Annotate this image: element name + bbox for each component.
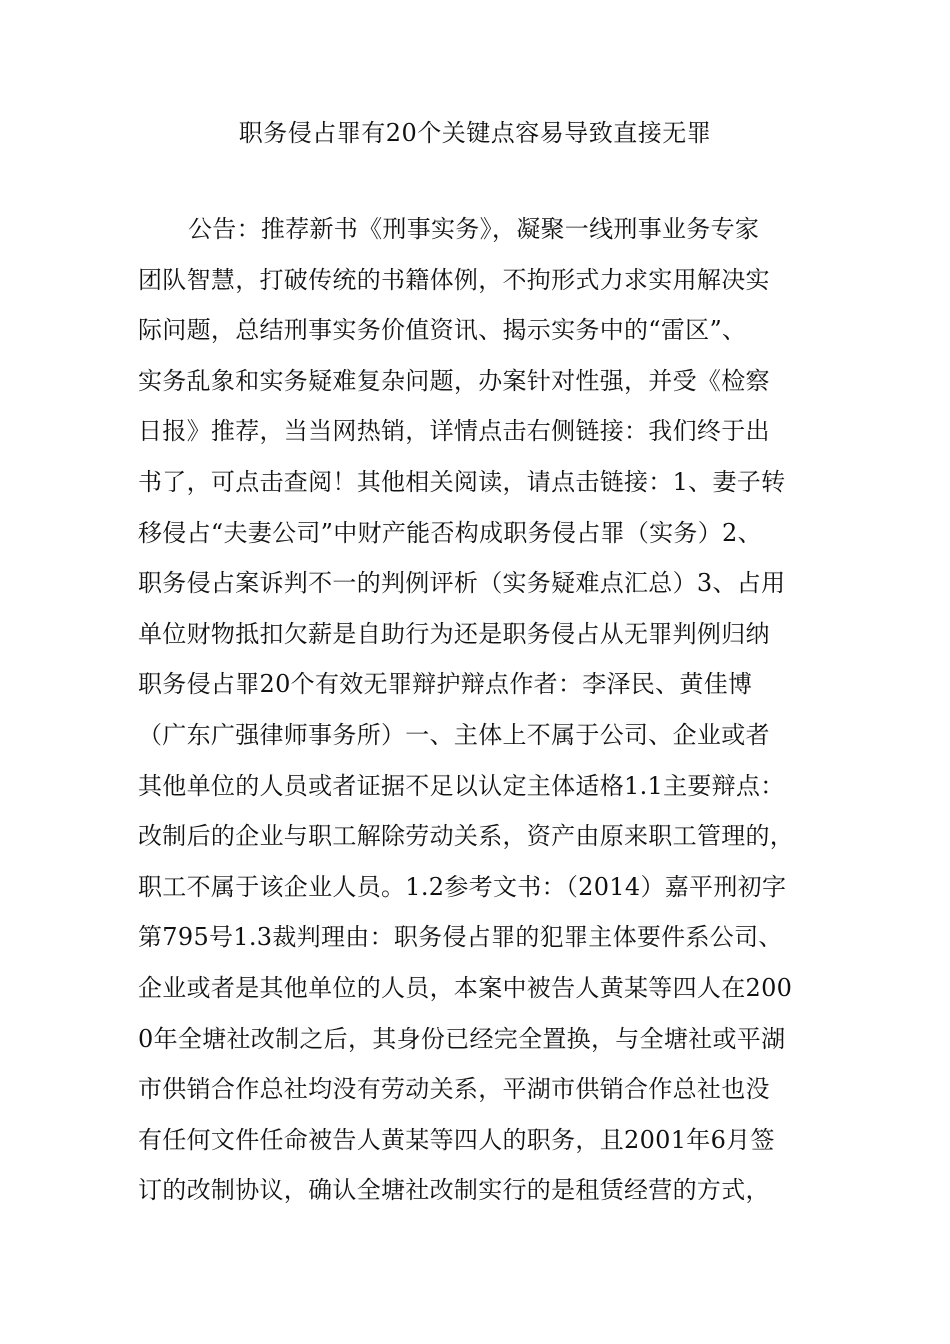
- body-line: 0年全塘社改制之后，其身份已经完全置换，与全塘社或平湖: [138, 1024, 786, 1053]
- body-line: （广东广强律师事务所）一、主体上不属于公司、企业或者: [138, 720, 770, 749]
- body-line: 团队智慧，打破传统的书籍体例，不拘形式力求实用解决实: [138, 265, 770, 294]
- body-line: 职务侵占案诉判不一的判例评析（实务疑难点汇总）3、占用: [138, 569, 786, 598]
- body-line: 职务侵占罪20个有效无罪辩护辩点作者：李泽民、黄佳博: [138, 670, 753, 699]
- document-body: [138, 204, 828, 1216]
- body-line: 订的改制协议，确认全塘社改制实行的是租赁经营的方式，: [138, 1176, 770, 1205]
- body-line: 际问题，总结刑事实务价值资讯、揭示实务中的“雷区”、: [138, 316, 747, 345]
- body-line: 市供销合作总社均没有劳动关系，平湖市供销合作总社也没: [138, 1075, 770, 1104]
- body-line: 有任何文件任命被告人黄某等四人的职务，且2001年6月签: [138, 1125, 775, 1154]
- body-line: 实务乱象和实务疑难复杂问题，办案针对性强，并受《检察: [138, 366, 770, 395]
- body-line: 日报》推荐，当当网热销，详情点击右侧链接：我们终于出: [138, 417, 770, 446]
- body-line: 改制后的企业与职工解除劳动关系，资产由原来职工管理的，: [138, 822, 795, 851]
- body-line: 第795号1.3裁判理由：职务侵占罪的犯罪主体要件系公司、: [138, 923, 783, 952]
- body-line: 单位财物抵扣欠薪是自助行为还是职务侵占从无罪判例归纳: [138, 619, 770, 648]
- body-line: 公告：推荐新书《刑事实务》，凝聚一线刑事业务专家: [188, 215, 760, 243]
- body-line: 企业或者是其他单位的人员，本案中被告人黄某等四人在200: [138, 973, 793, 1002]
- document-title: 职务侵占罪有20个关键点容易导致直接无罪: [238, 119, 712, 147]
- body-line: 其他单位的人员或者证据不足以认定主体适格1.1主要辩点：: [138, 771, 785, 800]
- body-line: 书了，可点击查阅！其他相关阅读，请点击链接：1、妻子转: [138, 467, 786, 496]
- body-line: 移侵占“夫妻公司”中财产能否构成职务侵占罪（实务）2、: [138, 518, 762, 547]
- body-line: 职工不属于该企业人员。1.2参考文书：（2014）嘉平刑初字: [138, 872, 787, 901]
